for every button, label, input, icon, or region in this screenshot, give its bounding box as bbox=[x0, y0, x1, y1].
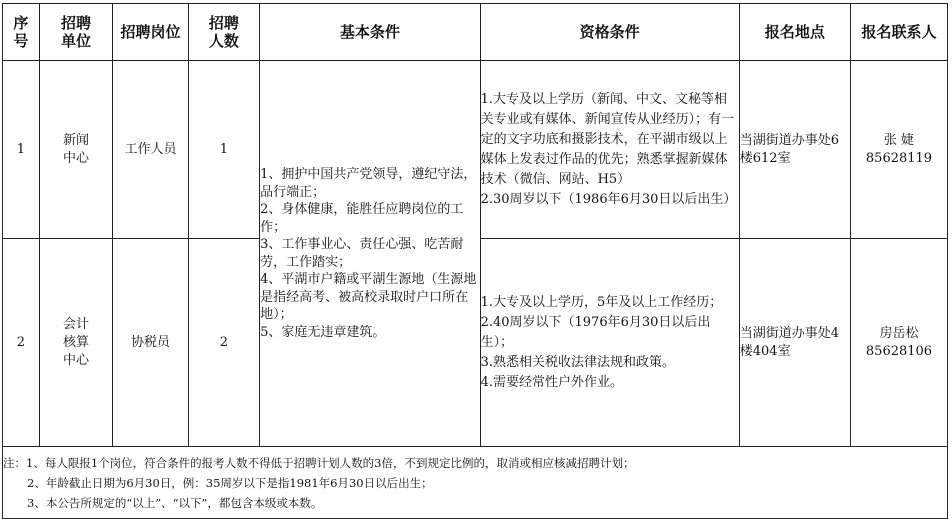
header-basic: 基本条件 bbox=[260, 4, 480, 61]
qualification-item: 2.40周岁以下（1976年6月30日以后出生）； bbox=[480, 314, 711, 350]
seq-cell: 1 bbox=[3, 61, 40, 239]
header-seq: 序号 bbox=[3, 4, 40, 61]
location-cell: 当湖街道办事处4楼404室 bbox=[739, 239, 850, 447]
header-location: 报名地点 bbox=[739, 4, 850, 61]
notes-row bbox=[3, 447, 948, 519]
qualification-item: 1.大专及以上学历（新闻、中文、文秘等相关专业或有媒体、新闻宣传从业经历）；有一定的文字功底和摄影技术，在平湖市级以上媒体上发表过作品的优先；熟悉掌握新媒体技术（微信、网站、H5） bbox=[480, 91, 735, 187]
contact-phone: 85628106 bbox=[865, 343, 933, 359]
note-item: 3、本公告所规定的“以上”、“以下”，都包含本级或本数。 bbox=[27, 495, 323, 510]
note-item: 注：1、每人限报1个岗位，符合条件的报考人数不得低于招聘计划人数的3倍，不到规定比例的，取消或相应核减招聘计划； bbox=[3, 455, 635, 470]
header-contact: 报名联系人 bbox=[851, 4, 948, 61]
contact-name: 张 婕 bbox=[883, 132, 915, 148]
recruitment-table bbox=[2, 3, 948, 519]
location-cell: 当湖街道办事处6楼612室 bbox=[739, 61, 850, 239]
header-qualification: 资格条件 bbox=[480, 4, 739, 61]
qualification-item: 3.熟悉相关税收法律法规和政策。 bbox=[480, 354, 675, 370]
qualification-cell bbox=[480, 239, 739, 447]
contact-name: 房岳松 bbox=[879, 325, 919, 341]
count-cell: 2 bbox=[188, 239, 259, 447]
basic-conditions-cell bbox=[260, 61, 480, 447]
header-unit: 招聘单位 bbox=[39, 4, 112, 61]
contact-cell bbox=[851, 239, 948, 447]
qualification-item: 2.30周岁以下（1986年6月30日以后出生） bbox=[480, 191, 737, 207]
contact-phone: 85628119 bbox=[865, 150, 933, 166]
position-cell: 工作人员 bbox=[113, 61, 189, 239]
basic-condition-item: 3、工作事业心、责任心强、吃苦耐劳，工作踏实； bbox=[260, 237, 464, 270]
qualification-cell bbox=[480, 61, 739, 239]
unit-cell: 新闻中心 bbox=[39, 61, 112, 239]
position-cell: 协税员 bbox=[113, 239, 189, 447]
count-cell: 1 bbox=[188, 61, 259, 239]
basic-condition-item: 4、平湖市户籍或平湖生源地（生源地是指经高考、被高校录取时户口所在地）； bbox=[260, 272, 477, 322]
basic-condition-item: 1、拥护中国共产党领导，遵纪守法，品行端正； bbox=[260, 167, 477, 200]
qualification-item: 1.大专及以上学历，5年及以上工作经历； bbox=[480, 294, 723, 310]
basic-condition-item: 5、家庭无违章建筑。 bbox=[260, 324, 386, 340]
notes-cell bbox=[3, 447, 948, 519]
qualification-item: 4.需要经常性户外作业。 bbox=[480, 374, 623, 390]
header-count: 招聘人数 bbox=[188, 4, 259, 61]
header-position: 招聘岗位 bbox=[113, 4, 189, 61]
contact-cell bbox=[851, 61, 948, 239]
table-row bbox=[3, 61, 948, 239]
basic-condition-item: 2、身体健康，能胜任应聘岗位的工作； bbox=[260, 202, 464, 235]
unit-cell: 会计核算中心 bbox=[39, 239, 112, 447]
seq-cell: 2 bbox=[3, 239, 40, 447]
note-item: 2、年龄截止日期为6月30日，例：35周岁以下是指1981年6月30日以后出生； bbox=[27, 475, 433, 490]
header-row bbox=[3, 4, 948, 61]
